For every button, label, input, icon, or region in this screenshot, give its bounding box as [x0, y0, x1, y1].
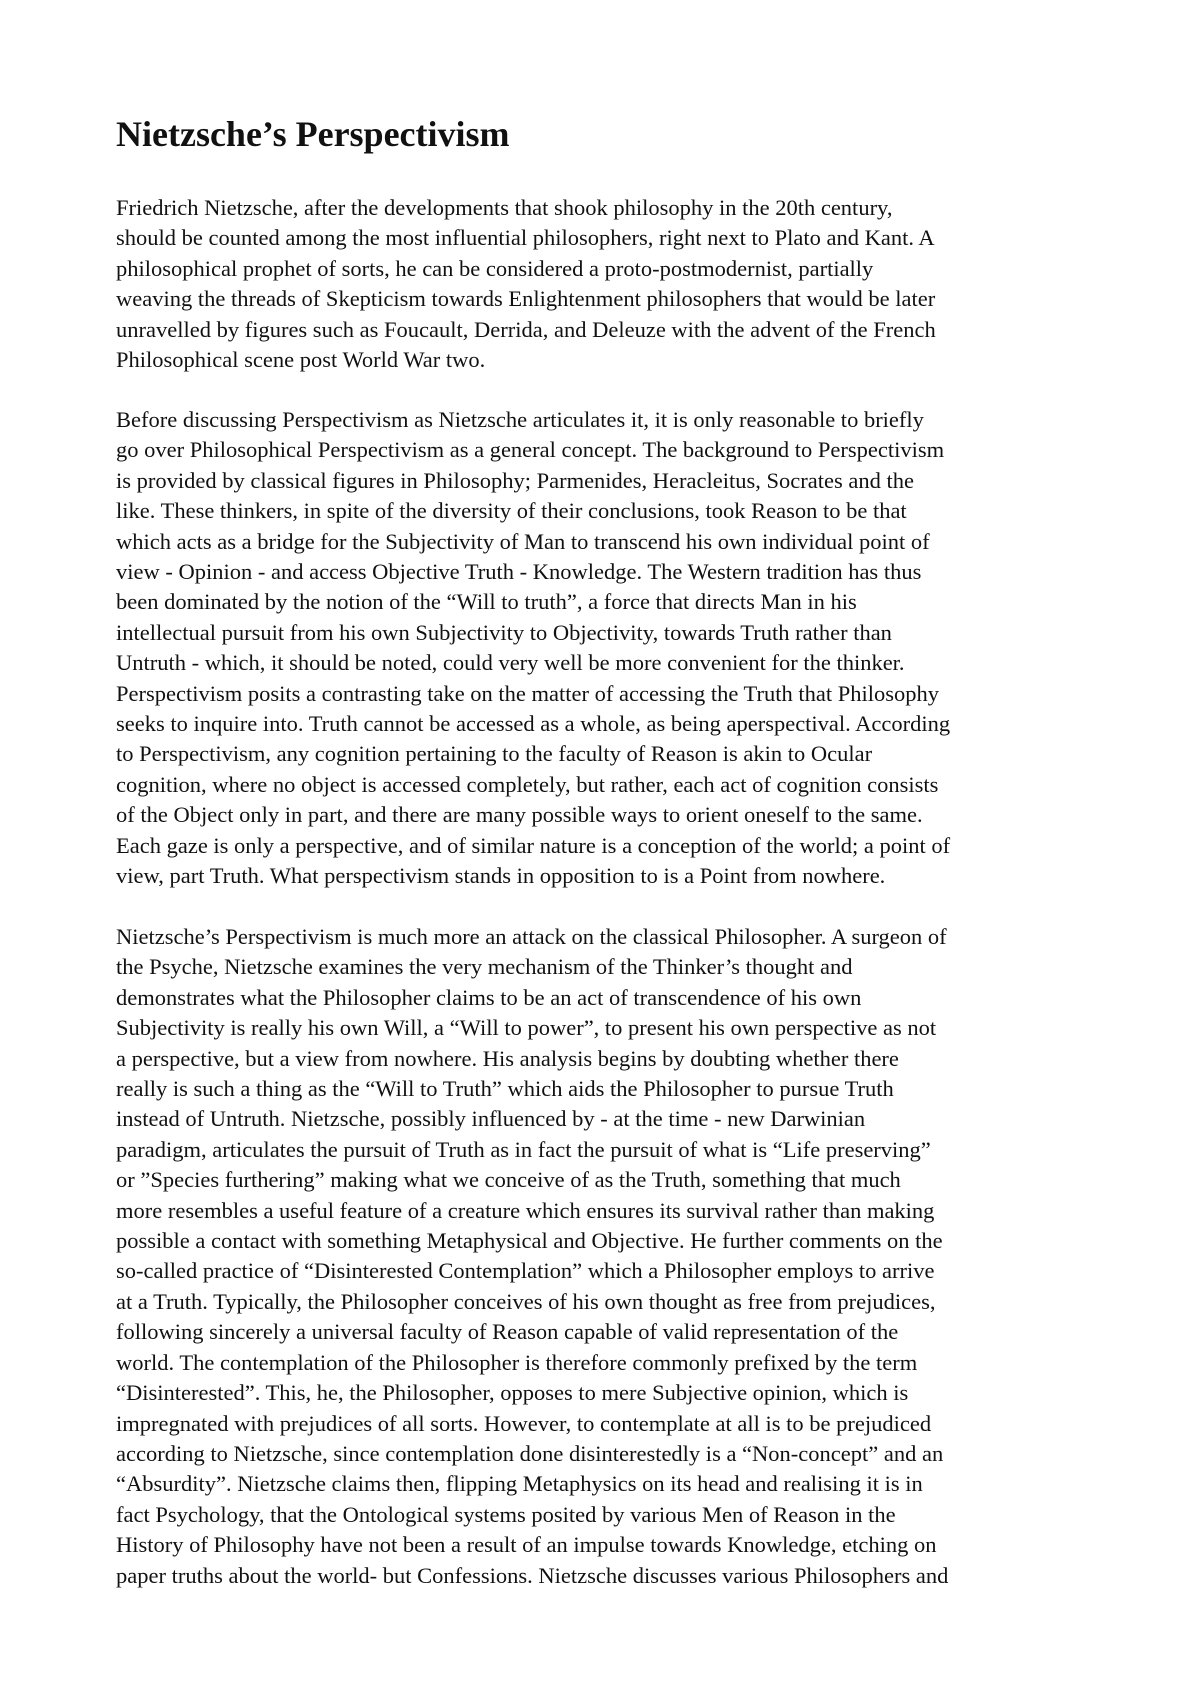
text-line: world. The contemplation of the Philosopher is therefore commonly prefixed by the term — [116, 1349, 918, 1375]
text-line: Nietzsche’s Perspectivism is much more an attack on the classical Philosopher. A surgeon of — [116, 924, 947, 949]
text-line: following sincerely a universal faculty of Reason capable of valid representation of the — [116, 1319, 899, 1345]
text-line: cognition, where no object is accessed completely, but rather, each act of cognition consists — [116, 771, 939, 797]
text-line: according to Nietzsche, since contemplation done disinterestedly is a “Non-concept” and an — [116, 1440, 944, 1466]
text-line: go over Philosophical Perspectivism as a general concept. The background to Perspectivism — [116, 437, 945, 463]
text-line: intellectual pursuit from his own Subjectivity to Objectivity, towards Truth rather than — [116, 619, 892, 645]
text-line: at a Truth. Typically, the Philosopher conceives of his own thought as free from prejudices, — [116, 1288, 936, 1314]
text-line: philosophical prophet of sorts, he can be considered a proto-postmodernist, partially — [116, 255, 874, 281]
text-line: Friedrich Nietzsche, after the developments that shook philosophy in the 20th century, — [116, 195, 893, 220]
paragraph-nietzsche-perspectivism — [116, 922, 948, 1591]
text-line: more resembles a useful feature of a creature which ensures its survival rather than making — [116, 1197, 935, 1223]
text-line: been dominated by the notion of the “Will to truth”, a force that directs Man in his — [116, 589, 857, 615]
text-line: seeks to inquire into. Truth cannot be accessed as a whole, as being aperspectival. According — [116, 711, 951, 737]
text-line: weaving the threads of Skepticism towards Enlightenment philosophers that would be later — [116, 286, 936, 312]
text-line: fact Psychology, that the Ontological systems posited by various Men of Reason in the — [116, 1501, 896, 1527]
text-line: is provided by classical figures in Philosophy; Parmenides, Heracleitus, Socrates and the — [116, 467, 914, 493]
text-line: or ”Species furthering” making what we conceive of as the Truth, something that much — [116, 1167, 901, 1193]
paragraph-introduction — [116, 193, 936, 375]
text-line: a perspective, but a view from nowhere. His analysis begins by doubting whether there — [116, 1045, 899, 1071]
text-line: possible a contact with something Metaphysical and Objective. He further comments on the — [116, 1228, 943, 1254]
text-line: Perspectivism posits a contrasting take on the matter of accessing the Truth that Philosophy — [116, 680, 940, 706]
text-line: impregnated with prejudices of all sorts. However, to contemplate at all is to be prejudiced — [116, 1410, 932, 1436]
text-line: unravelled by figures such as Foucault, Derrida, and Deleuze with the advent of the French — [116, 316, 936, 342]
text-line: “Absurdity”. Nietzsche claims then, flipping Metaphysics on its head and realising it is in — [116, 1471, 923, 1497]
text-line: the Psyche, Nietzsche examines the very mechanism of the Thinker’s thought and — [116, 954, 853, 980]
text-line: like. These thinkers, in spite of the diversity of their conclusions, took Reason to be that — [116, 498, 907, 524]
text-line: of the Object only in part, and there are many possible ways to orient oneself to the same. — [116, 802, 923, 828]
text-line: “Disinterested”. This, he, the Philosopher, opposes to mere Subjective opinion, which is — [116, 1380, 909, 1406]
page-title: Nietzsche’s Perspectivism — [116, 114, 510, 154]
text-line: instead of Untruth. Nietzsche, possibly influenced by - at the time - new Darwinian — [116, 1106, 866, 1132]
text-line: History of Philosophy have not been a result of an impulse towards Knowledge, etching on — [116, 1532, 937, 1558]
text-line: paper truths about the world- but Confessions. Nietzsche discusses various Philosophers and — [116, 1562, 949, 1588]
text-line: paradigm, articulates the pursuit of Truth as in fact the pursuit of what is “Life preserving” — [116, 1136, 931, 1162]
text-line: view, part Truth. What perspectivism stands in opposition to is a Point from nowhere. — [116, 863, 886, 889]
text-line: Philosophical scene post World War two. — [116, 347, 486, 373]
paragraph-perspectivism-overview — [116, 405, 950, 892]
text-line: Untruth - which, it should be noted, could very well be more convenient for the thinker. — [116, 650, 905, 676]
text-line: view - Opinion - and access Objective Truth - Knowledge. The Western tradition has thus — [116, 559, 922, 585]
text-line: really is such a thing as the “Will to Truth” which aids the Philosopher to pursue Truth — [116, 1076, 894, 1102]
text-line: so-called practice of “Disinterested Contemplation” which a Philosopher employs to arrive — [116, 1258, 935, 1284]
text-line: to Perspectivism, any cognition pertaining to the faculty of Reason is akin to Ocular — [116, 741, 873, 767]
text-line: demonstrates what the Philosopher claims to be an act of transcendence of his own — [116, 984, 862, 1010]
text-line: which acts as a bridge for the Subjectivity of Man to transcend his own individual point of — [116, 528, 930, 554]
text-line: should be counted among the most influential philosophers, right next to Plato and Kant. A — [116, 225, 935, 251]
text-line: Subjectivity is really his own Will, a “Will to power”, to present his own perspective as not — [116, 1015, 937, 1041]
text-line: Before discussing Perspectivism as Nietzsche articulates it, it is only reasonable to briefly — [116, 407, 924, 432]
text-line: Each gaze is only a perspective, and of similar nature is a conception of the world; a point of — [116, 832, 951, 858]
